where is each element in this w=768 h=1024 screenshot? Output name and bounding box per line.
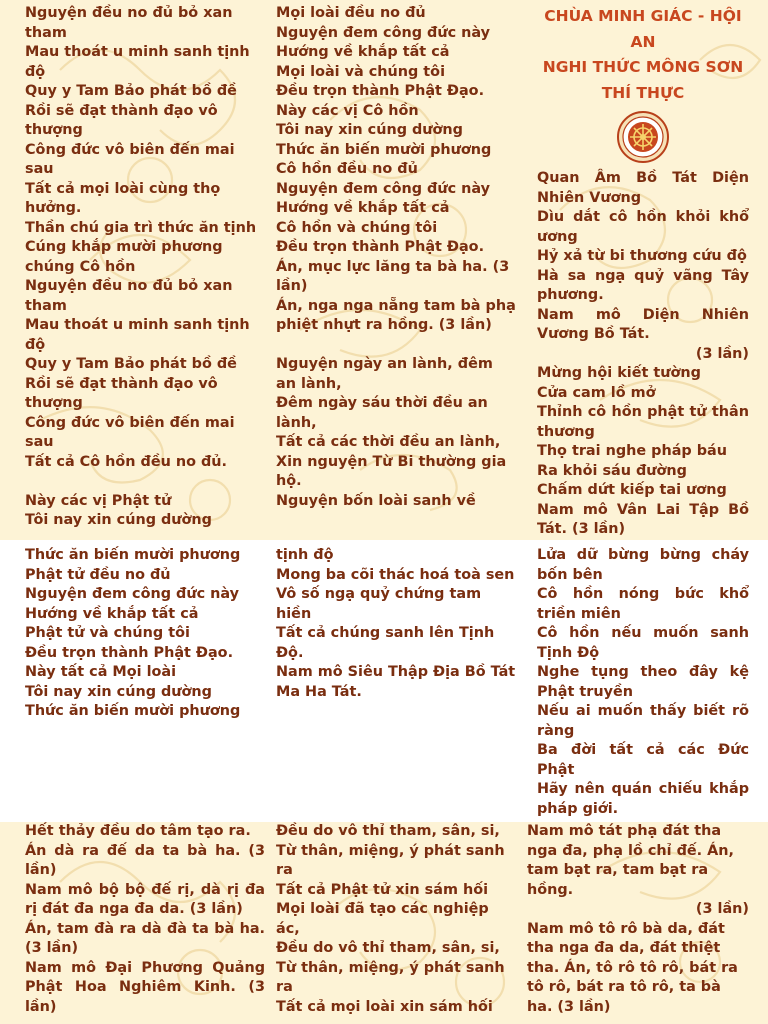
verse-line: Dìu dắt cô hồn khỏi khổ ương — [537, 209, 749, 245]
verse-line: Mọi loài và chúng tôi — [276, 63, 445, 80]
verse-line: Tất cả chúng sanh lên Tịnh Độ. — [276, 625, 495, 661]
verse-line: tịnh độ — [276, 547, 334, 563]
verse-line: Vô số ngạ quỷ chứng tam hiền — [276, 586, 482, 622]
verse-line: Tất cả mọi loài cùng thọ hưởng. — [25, 180, 221, 216]
verse-line: Công đức vô biên đến mai sau — [25, 141, 235, 177]
verse-line: Mọi loài đều no đủ — [276, 5, 426, 21]
verse-line: Này các vị Cô hồn — [276, 102, 419, 119]
verse-line: Hết thảy đều do tâm tạo ra. — [25, 823, 251, 839]
column-2 — [276, 822, 516, 1017]
verse-line: Nam mô Vân Lai Tập Bồ Tát. (3 lần) — [537, 501, 749, 537]
verse-line: Đều trọn thành Phật Đạo. — [25, 644, 234, 661]
mantra-line: Án, tam đà ra dà đà ta bà ha. (3 lần) — [25, 920, 265, 956]
repeat-note: (3 lần) — [695, 345, 749, 362]
verse-line: Tôi nay xin cúng dường — [25, 512, 212, 528]
verse-line: Đêm ngày sáu thời đều an lành, — [276, 395, 488, 431]
mantra-line: Nam mô bộ bộ đế rị, dà rị đa rị đát đa nga đa da. (3 lần) — [25, 881, 265, 917]
verse-line: Nguyện đem công đức này — [276, 24, 491, 41]
verse-line: Hướng về khắp tất cả — [276, 200, 450, 216]
verse-line: Thần chú gia trì thức ăn tịnh — [25, 219, 257, 236]
verse-line: Này tất cả Mọi loài — [25, 664, 177, 680]
column-3 — [527, 822, 749, 1017]
verse-line: Chấm dứt kiếp tai ương — [537, 482, 727, 498]
verse-line: Cô hồn nóng bức khổ triền miên — [537, 586, 749, 622]
verse-line: Quy y Tam Bảo phát bồ đề — [25, 83, 237, 99]
verse-line: Lửa dữ bừng bừng cháy bốn bên — [537, 547, 749, 583]
mantra-line: Án, nga nga nẵng tam bà phạ phiệt nhựt ra hồng. (3 lần) — [276, 297, 516, 333]
verse-line: Nếu ai muốn thấy biết rõ ràng — [537, 703, 749, 739]
verse-line: Phật tử đều no đủ — [25, 566, 171, 583]
verse-line: Tất cả Cô hồn đều no đủ. — [25, 453, 227, 470]
verse-line: Đều do vô thỉ tham, sân, si, — [276, 823, 500, 839]
verse-line: Cúng khắp mười phương chúng Cô hồn — [25, 239, 223, 275]
verse-line: Mau thoát u minh sanh tịnh độ — [25, 317, 250, 353]
verse-line: Hướng về khắp tất cả — [25, 605, 199, 622]
verse-line: Nam mô Siêu Thập Địa Bồ Tát Ma Ha Tát. — [276, 664, 516, 700]
verse-line: Nguyện đem công đức này — [276, 180, 491, 197]
mantra-line: Nam mô tô rô bà da, đát tha nga đa da, đát thiệt tha. Án, tô rô tô rô, bát ra tô rô, bát ra tô rô, ta bà ha. (3 lần) — [527, 920, 738, 1015]
verse-line: Rồi sẽ đạt thành đạo vô thượng — [25, 375, 218, 411]
verse-line: Cô hồn và chúng tôi — [276, 219, 438, 236]
verse-line: Tôi nay xin cúng dường — [276, 122, 463, 138]
verse-line: Quy y Tam Bảo phát bồ đề — [25, 356, 237, 372]
verse-line: Nam mô Diện Nhiên Vương Bồ Tát. — [537, 306, 749, 342]
verse-line: Phật tử và chúng tôi — [25, 625, 190, 641]
column-3 — [537, 546, 749, 819]
verse-line: Đều trọn thành Phật Đạo. — [276, 83, 485, 99]
repeat-note: (3 lần) — [695, 901, 749, 917]
verse-line: Mọi loài đã tạo các nghiệp ác, — [276, 901, 489, 937]
verse-line: Hướng về khắp tất cả — [276, 44, 450, 60]
verse-line: Nguyện đều no đủ bỏ xan tham — [25, 5, 233, 41]
page-panel-bottom — [0, 822, 768, 1024]
verse-line: Tôi nay xin cúng dường — [25, 683, 212, 700]
dharma-wheel-emblem-icon — [617, 111, 669, 163]
verse-line: Nguyện đem công đức này — [25, 586, 240, 602]
emblem-container — [537, 111, 749, 163]
verse-line: Hãy nên quán chiếu khắp pháp giới. — [537, 781, 749, 817]
verse-line: Từ thân, miệng, ý phát sanh ra — [276, 842, 505, 878]
verse-line: Tất cả mọi loài xin sám hối — [276, 998, 493, 1015]
verse-line: Mong ba cõi thác hoá toà sen — [276, 566, 515, 583]
verse-line: Thức ăn biến mười phương — [25, 547, 241, 563]
verse-line: Ra khỏi sáu đường — [537, 462, 687, 479]
temple-title: CHÙA MINH GIÁC - HỘI AN — [544, 7, 742, 51]
verse-line: Mau thoát u minh sanh tịnh độ — [25, 44, 250, 80]
ritual-title: NGHI THỨC MÔNG SƠN THÍ THỰC — [542, 58, 744, 102]
verse-line: Hỷ xả từ bi thương cứu độ — [537, 248, 747, 264]
verse-line: Thức ăn biến mười phương — [25, 703, 241, 719]
verse-line: Xin nguyện Từ Bi thường gia hộ. — [276, 453, 507, 489]
column-3 — [537, 4, 749, 540]
column-2 — [276, 4, 516, 511]
verse-line: Đều do vô thỉ tham, sân, si, — [276, 940, 500, 956]
verse-line: Mừng hội kiết tường — [537, 365, 701, 381]
mantra-line: Nam mô Đại Phương Quảng Phật Hoa Nghiêm Kinh. (3 lần) — [25, 959, 265, 1015]
mantra-line: Nam mô tát phạ đát tha nga đa, phạ lồ chỉ đế. Án, tam bạt ra, tam bạt ra hồng. — [527, 823, 734, 898]
verse-line: Cô hồn đều no đủ — [276, 161, 418, 177]
column-1 — [25, 546, 265, 722]
column-1 — [25, 4, 265, 531]
verse-line: Đều trọn thành Phật Đạo. — [276, 239, 485, 255]
verse-line: Tất cả các thời đều an lành, — [276, 434, 501, 450]
verse-line: Từ thân, miệng, ý phát sanh ra — [276, 959, 505, 995]
verse-line: Thọ trai nghe pháp báu — [537, 443, 727, 459]
page-panel-middle — [0, 540, 768, 822]
column-2 — [276, 546, 516, 702]
mantra-line: Án, mục lực lăng ta bà ha. (3 lần) — [276, 258, 510, 294]
verse-line: Ba đời tất cả các Đức Phật — [537, 742, 749, 778]
verse-line: Hà sa ngạ quỷ vãng Tây phương. — [537, 267, 749, 303]
verse-line: Nghe tụng theo đây kệ Phật truyền — [537, 664, 749, 700]
verse-line: Nguyện bốn loài sanh về — [276, 492, 476, 509]
verse-line: Công đức vô biên đến mai sau — [25, 414, 235, 450]
verse-line: Rồi sẽ đạt thành đạo vô thượng — [25, 102, 218, 138]
mantra-line: Án dà ra đế da ta bà ha. (3 lần) — [25, 842, 265, 878]
verse-line: Này các vị Phật tử — [25, 492, 172, 509]
column-1 — [25, 822, 265, 1017]
verse-line: Nguyện đều no đủ bỏ xan tham — [25, 278, 233, 314]
verse-line: Thức ăn biến mười phương — [276, 141, 492, 158]
verse-line: Tất cả Phật tử xin sám hối — [276, 881, 489, 898]
stanza-gap — [25, 472, 265, 492]
verse-line: Quan Âm Bồ Tát Diện Nhiên Vương — [537, 170, 749, 206]
verse-line: Cửa cam lồ mở — [537, 384, 656, 401]
stanza-gap — [276, 336, 516, 356]
verse-line: Nguyện ngày an lành, đêm an lành, — [276, 356, 493, 392]
verse-line: Thỉnh cô hồn phật tử thân thương — [537, 404, 749, 440]
verse-line: Cô hồn nếu muốn sanh Tịnh Độ — [537, 625, 749, 661]
